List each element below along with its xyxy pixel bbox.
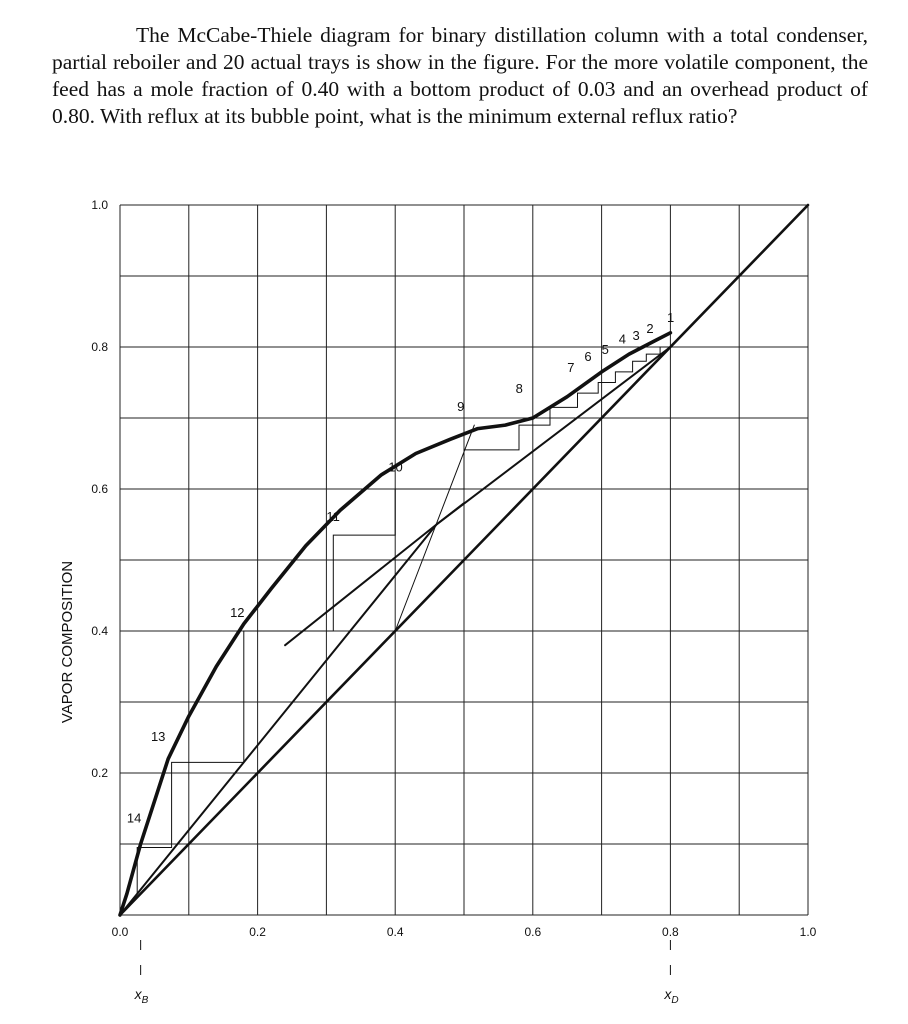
y-tick-label: 0.8: [91, 340, 108, 354]
stage-number-label: 5: [601, 342, 609, 358]
stage-number-label: 4: [618, 331, 627, 347]
stage-number-label: 6: [584, 349, 592, 365]
y-tick-label: 0.2: [91, 766, 108, 780]
stage-number-label: 1: [666, 310, 675, 326]
q-line: [395, 425, 474, 631]
stage-number-label: 9: [457, 398, 465, 414]
stage-number-label: 13: [150, 729, 166, 745]
x-tick-label: 0.8: [662, 925, 679, 939]
x-tick-label: 1.0: [799, 925, 817, 939]
stage-number-label: 12: [230, 604, 245, 620]
stage-number-label: 14: [126, 810, 142, 826]
stage-number-label: 8: [515, 381, 523, 397]
labels-layer: [91, 198, 816, 1006]
x-marker-label: $x_D$: [664, 986, 679, 1006]
stage-number-label: 7: [567, 359, 575, 375]
y-tick-label: 1.0: [91, 198, 108, 212]
x-tick-label: 0.4: [386, 925, 404, 939]
x-tick-label: 0.0: [111, 925, 129, 939]
stage-number-label: 2: [646, 320, 654, 336]
stage-number-label: 10: [388, 459, 403, 475]
stage-number-label: 11: [326, 508, 340, 524]
x-tick-label: 0.2: [249, 925, 266, 939]
x-tick-label: 0.6: [524, 925, 542, 939]
question-text: The McCabe-Thiele diagram for binary distillation column with a total condenser, partial reboiler and 20 actual trays is show in the figure. For the more volatile component, the feed has a mole fraction of 0.40 with a bottom product of 0.03 and an overhead product of 0.80. With reflux at its bubble point, what is the minimum external reflux ratio?: [52, 23, 868, 128]
y-axis-label: VAPOR COMPOSITION: [59, 560, 76, 724]
y-tick-label: 0.4: [91, 624, 108, 638]
y-tick-label: 0.6: [91, 482, 108, 496]
x-marker-label: $x_B$: [134, 986, 149, 1006]
feed-point-line: [285, 503, 464, 645]
stage-number-label: 3: [632, 327, 640, 343]
